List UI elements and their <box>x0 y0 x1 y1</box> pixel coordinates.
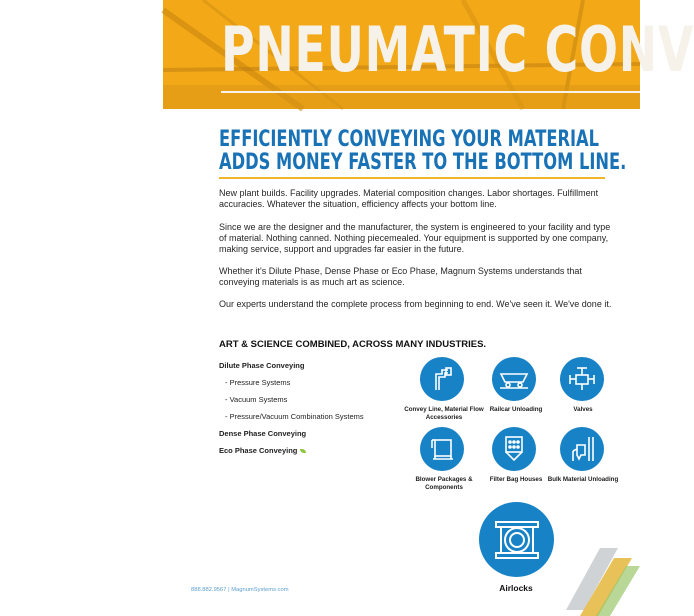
list-item-label: Eco Phase Conveying <box>219 446 298 455</box>
icon-label: Blower Packages & Components <box>415 476 473 491</box>
list-item: - Pressure Systems <box>225 378 291 387</box>
leaf-icon <box>300 449 306 453</box>
hero-title: PNEUMATIC CONV <box>221 13 694 86</box>
list-item: - Vacuum Systems <box>225 395 288 404</box>
list-item: - Pressure/Vacuum Combination Systems <box>225 412 364 421</box>
valve-icon <box>560 357 604 401</box>
icon-label: Airlocks <box>499 583 533 593</box>
conveyor-line-icon <box>420 357 464 401</box>
icon-label: Filter Bag Houses <box>489 476 543 483</box>
list-item: Dilute Phase Conveying <box>219 361 305 370</box>
headline-divider <box>219 177 605 179</box>
section-heading: ART & SCIENCE COMBINED, ACROSS MANY INDUSTRIES. <box>219 339 487 350</box>
paragraph-3: Whether it's Dilute Phase, Dense Phase or Eco Phase, Magnum Systems understands that conveying materials is as much art as science. <box>219 266 582 288</box>
paragraph-1: New plant builds. Facility upgrades. Material composition changes. Labor shortages. Fulfillment accuracies. Whatever the situation, efficiency affects your bottom line. <box>219 188 599 210</box>
filter-bag-icon <box>492 427 536 471</box>
headline <box>219 127 627 175</box>
icon-label: Valves <box>573 406 593 413</box>
list-item: Dense Phase Conveying <box>219 429 307 438</box>
icon-label: Convey Line, Material Flow Accessories <box>404 406 484 421</box>
railcar-icon <box>492 357 536 401</box>
paragraph-4: Our experts understand the complete process from beginning to end. We've seen it. We've done it. <box>219 299 612 309</box>
blower-icon <box>420 427 464 471</box>
hero-banner <box>163 0 694 109</box>
icon-label: Railcar Unloading <box>489 406 543 413</box>
bulk-unloading-icon <box>560 427 604 471</box>
icon-label: Bulk Material Unloading <box>547 476 619 483</box>
decorative-stripes <box>566 548 640 616</box>
paragraph-2: Since we are the designer and the manufacturer, the system is engineered to your facility and type of material. Nothing canned. Nothing piecemealed. Your equipment is supported by one company, making service, support and upgrades far easier in the future. <box>219 222 611 255</box>
list-item-eco <box>219 446 306 455</box>
headline-line-2: ADDS MONEY FASTER TO THE BOTTOM LINE. <box>219 150 627 175</box>
airlock-icon <box>479 502 554 577</box>
footer-contact: 888.882.9567 | MagnumSystems.com <box>191 587 289 593</box>
headline-line-1: EFFICIENTLY CONVEYING YOUR MATERIAL <box>219 127 600 152</box>
